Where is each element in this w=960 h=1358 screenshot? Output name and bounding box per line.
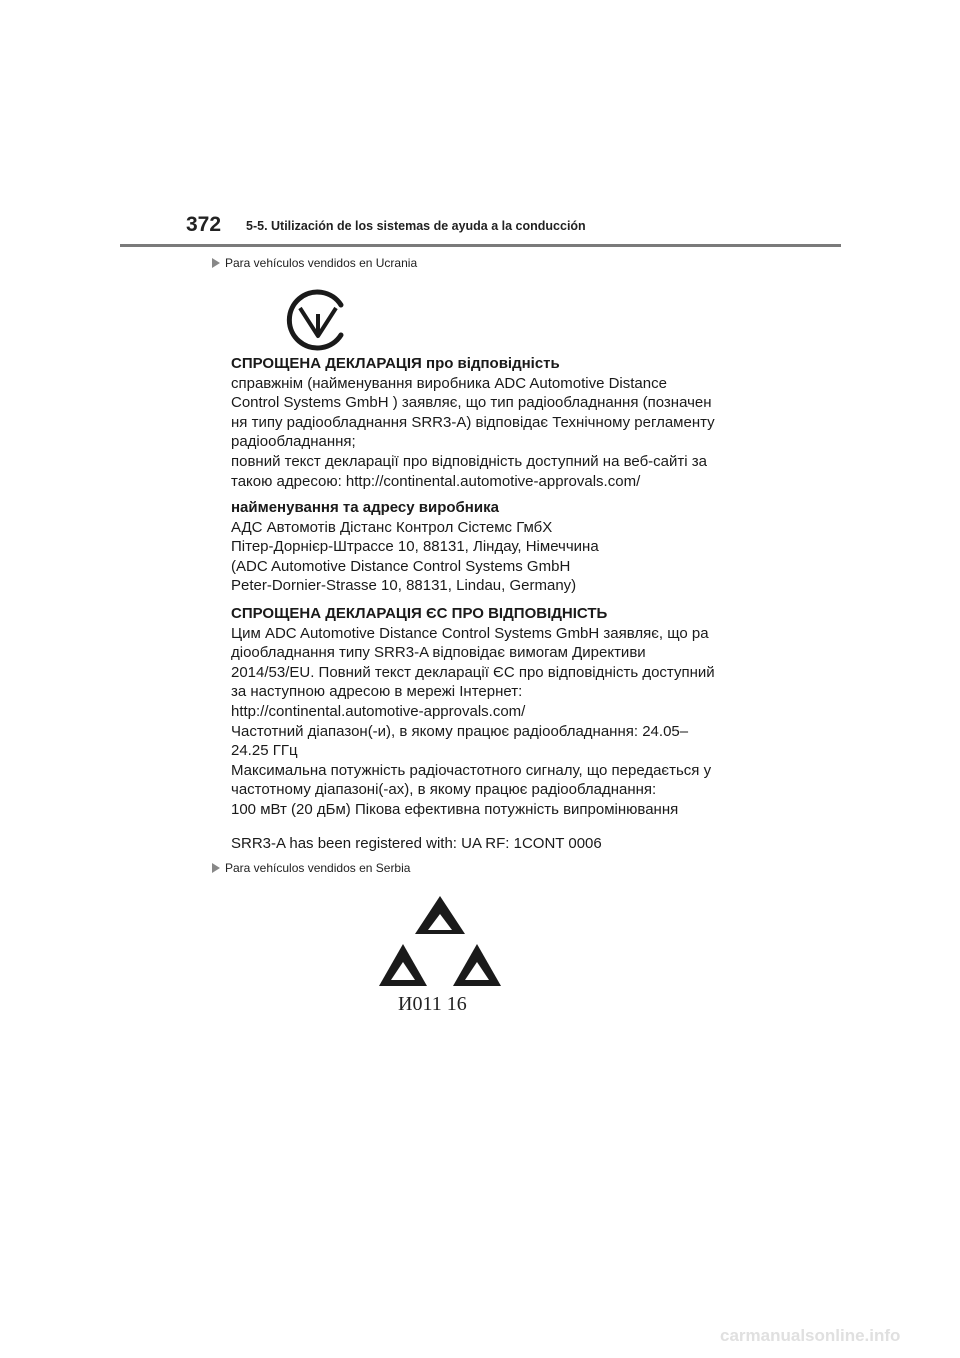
para1-line: радіообладнання; [231, 433, 356, 451]
para3-line: Частотний діапазон(-и), в якому працює радіообладнання: 24.05– [231, 722, 689, 740]
para3-line: за наступною адресою в мережі Інтернет: [231, 683, 523, 701]
page-number: 372 [186, 213, 222, 236]
para3-line: Максимальна потужність радіочастотного сигналу, що передається у [231, 761, 712, 779]
declaration-heading-1: СПРОЩЕНА ДЕКЛАРАЦІЯ про відповідність [231, 355, 560, 372]
serbia-conformity-mark-icon [375, 892, 505, 992]
triangle-bullet-icon [212, 258, 220, 268]
header-rule [120, 244, 841, 247]
manufacturer-block [231, 498, 751, 596]
para3-line: http://continental.automotive-approvals.com/ [231, 702, 526, 720]
triangle-bullet-icon [212, 863, 220, 873]
registration-line [231, 834, 751, 854]
para1-line: повний текст декларації про відповідність доступний на веб-сайті за [231, 452, 707, 470]
ukraine-label [212, 256, 417, 270]
section-title: 5-5. Utilización de los sistemas de ayuda a la conducción [246, 219, 586, 233]
ukraine-label-text: Para vehículos vendidos en Ucrania [225, 256, 418, 270]
serbia-label-text: Para vehículos vendidos en Serbia [225, 861, 411, 875]
para3-line: частотному діапазоні(-ах), в якому працює радіообладнання: [231, 781, 657, 799]
para2-line: (ADC Automotive Distance Control Systems GmbH [231, 557, 571, 575]
ukraine-conformity-mark-icon [286, 288, 350, 352]
para2-line: Пітер-Дорнієр-Штрассе 10, 88131, Ліндау, Німеччина [231, 538, 599, 556]
eu-declaration-heading: СПРОЩЕНА ДЕКЛАРАЦІЯ ЄС ПРО ВІДПОВІДНІСТЬ [231, 605, 608, 622]
para1-line: справжнім (найменування виробника ADC Automotive Distance [231, 374, 667, 392]
eu-declaration-block [231, 604, 751, 820]
para1-line: ня типу радіообладнання SRR3-A) відповідає Технічному регламенту [231, 413, 715, 431]
manufacturer-heading: найменування та адресу виробника [231, 499, 499, 516]
para3-line: 100 мВт (20 дБм) Пікова ефективна потужність випромінювання [231, 800, 679, 818]
serbia-label [212, 861, 410, 875]
para1-line: Control Systems GmbH ) заявляє, що тип радіообладнання (позначен [231, 394, 712, 412]
serbia-approval-code: И011 16 [398, 993, 467, 1015]
footer-watermark: carmanualsonline.info [720, 1326, 901, 1345]
declaration-block-1 [231, 354, 751, 491]
para3-line: 24.25 ГГц [231, 742, 298, 760]
registration-text: SRR3-A has been registered with: UA RF: 1CONT 0006 [231, 835, 602, 852]
para3-line: Цим ADC Automotive Distance Control Systems GmbH заявляє, що ра [231, 624, 709, 642]
para2-line: АДС Автомотів Дістанс Контрол Сістемс ГмбХ [231, 518, 553, 536]
para2-line: Peter-Dornier-Strasse 10, 88131, Lindau, Germany) [231, 577, 577, 595]
para1-line: такою адресою: http://continental.automotive-approvals.com/ [231, 472, 641, 490]
para3-line: 2014/53/EU. Повний текст декларації ЄС про відповідність доступний [231, 663, 715, 681]
para3-line: діообладнання типу SRR3-A відповідає вимогам Директиви [231, 644, 646, 662]
